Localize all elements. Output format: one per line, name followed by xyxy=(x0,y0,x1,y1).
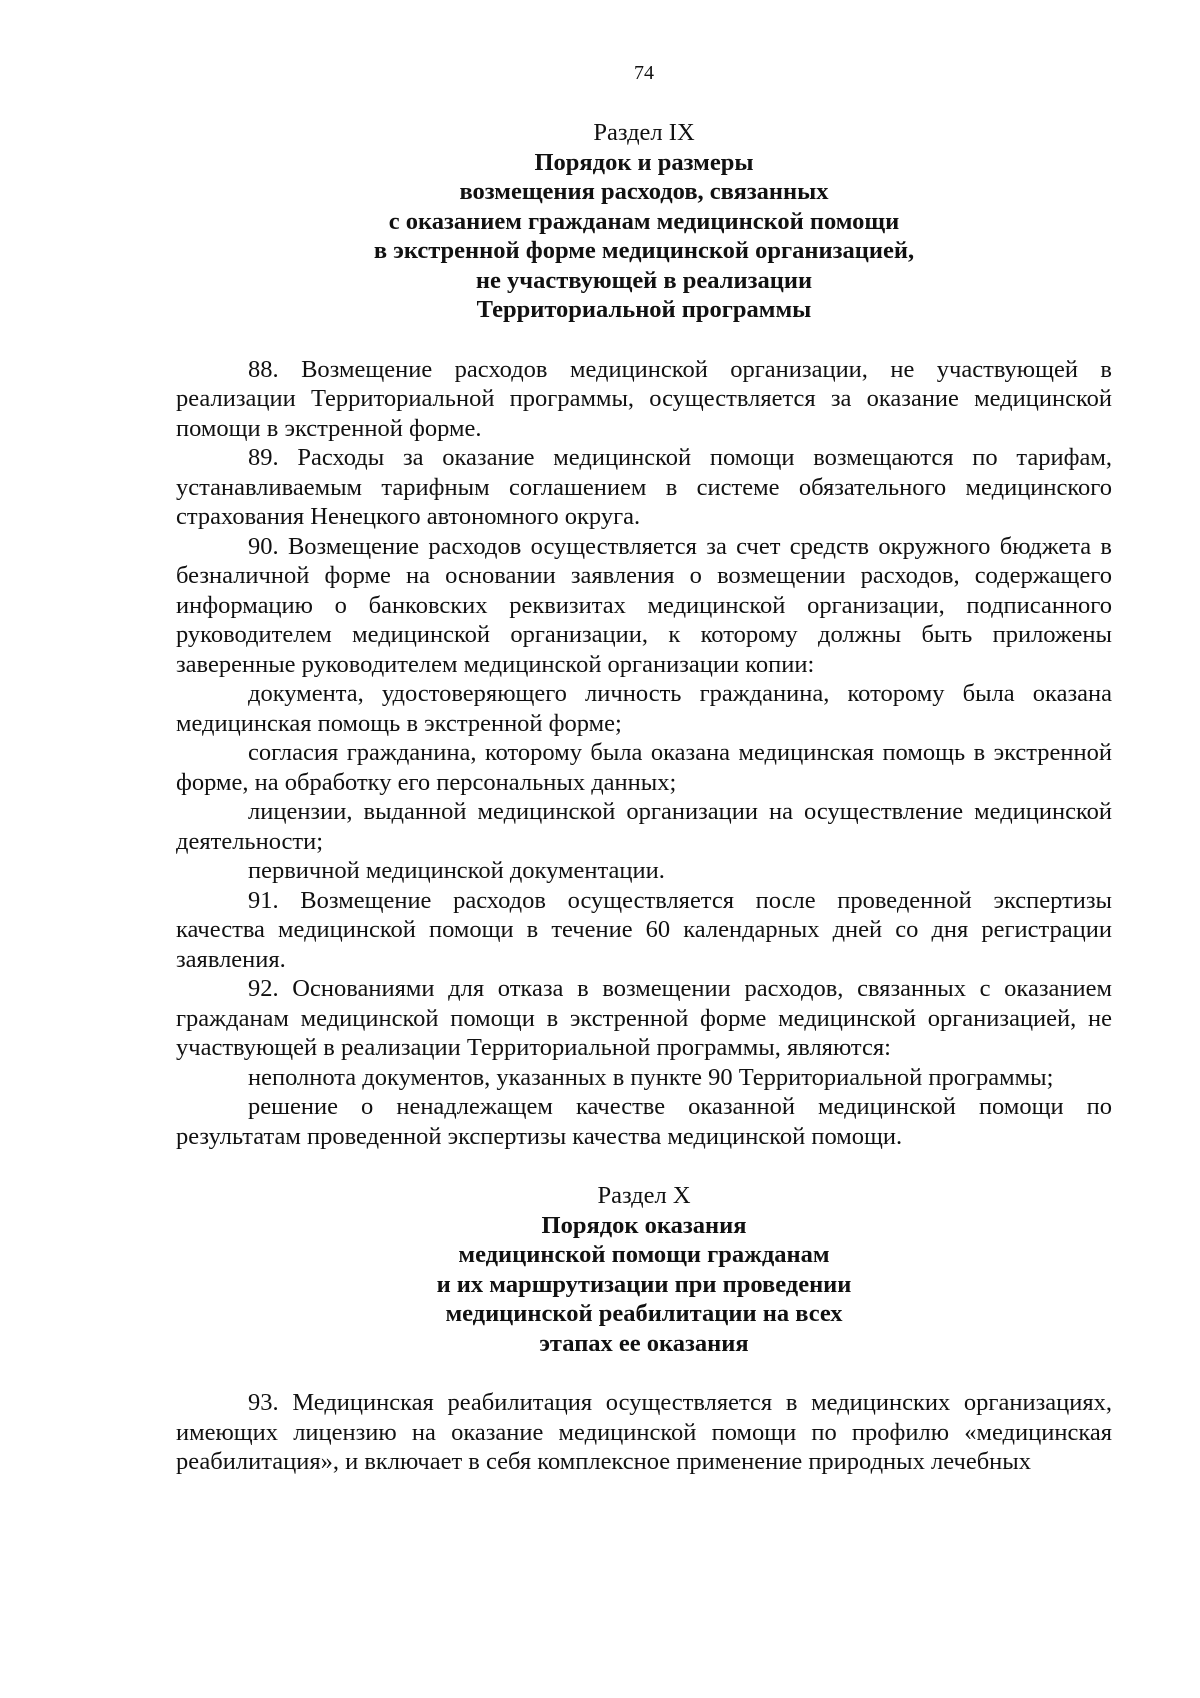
page-content xyxy=(176,118,1112,1477)
section-ix-body xyxy=(176,355,1112,1152)
section-ix-title-line: Порядок и размеры xyxy=(534,148,754,176)
list-item-consent: согласия гражданина, которому была оказана медицинская помощь в экстренной форме, на обработку его персональных данных; xyxy=(176,739,1112,796)
paragraph-93: 93. Медицинская реабилитация осуществляется в медицинских организациях, имеющих лицензию на оказание медицинской помощи по профилю «медицинская реабилитация», и включает в себя комплексное применение природных лечебных xyxy=(176,1389,1112,1475)
section-ix-title-line: возмещения расходов, связанных xyxy=(459,178,829,205)
page-number: 74 xyxy=(634,62,654,84)
section-x-title-line: медицинской помощи гражданам xyxy=(458,1241,830,1268)
section-x-label: Раздел X xyxy=(597,1182,691,1209)
section-x-title xyxy=(176,1211,1112,1359)
section-x-title-line: медицинской реабилитации на всех xyxy=(445,1300,843,1327)
section-x-title-line: этапах ее оказания xyxy=(539,1329,749,1357)
paragraph-91: 91. Возмещение расходов осуществляется после проведенной экспертизы качества медицинской помощи в течение 60 календарных дней со дня регистрации заявления. xyxy=(176,886,1112,973)
list-item-document: документа, удостоверяющего личность гражданина, которому была оказана медицинская помощь в экстренной форме; xyxy=(176,680,1112,737)
list-item-incomplete-docs: неполнота документов, указанных в пункте 90 Территориальной программы; xyxy=(248,1063,1054,1091)
list-item-license: лицензии, выданной медицинской организации на осуществление медицинской деятельности; xyxy=(176,798,1112,855)
section-ix-title-line: не участвующей в реализации xyxy=(475,266,813,294)
paragraph-89: 89. Расходы за оказание медицинской помощи возмещаются по тарифам, устанавливаемым тарифным соглашением в системе обязательного медицинского страхования Ненецкого автономного округа. xyxy=(176,444,1112,530)
section-ix-title-line: в экстренной форме медицинской организацией, xyxy=(373,237,915,264)
section-x-title-line: и их маршрутизации при проведении xyxy=(436,1270,852,1298)
section-x-body xyxy=(176,1388,1112,1477)
paragraph-90: 90. Возмещение расходов осуществляется за счет средств окружного бюджета в безналичной форме на основании заявления о возмещении расходов, содержащего информацию о банковских реквизитах медицинской организации, подписанного руководителем медицинской организации, к которому должны быть приложены заверенные руководителем медицинской организации копии: xyxy=(176,532,1112,678)
section-ix-label: Раздел IX xyxy=(593,119,695,146)
list-item-primary-docs: первичной медицинской документации. xyxy=(248,857,665,884)
section-ix xyxy=(176,118,1112,1151)
section-x-title-line: Порядок оказания xyxy=(541,1211,747,1239)
section-x xyxy=(176,1181,1112,1477)
list-item-poor-quality: решение о ненадлежащем качестве оказанной медицинской помощи по результатам проведенной экспертизы качества медицинской помощи. xyxy=(176,1093,1112,1150)
section-ix-title-line: с оказанием гражданам медицинской помощи xyxy=(388,207,900,235)
paragraph-88: 88. Возмещение расходов медицинской организации, не участвующей в реализации Территориальной программы, осуществляется за оказание медицинской помощи в экстренной форме. xyxy=(176,355,1112,442)
section-ix-title-line: Территориальной программы xyxy=(476,296,812,323)
paragraph-92: 92. Основаниями для отказа в возмещении расходов, связанных с оказанием гражданам медицинской помощи в экстренной форме медицинской организацией, не участвующей в реализации Территориальной программы, являются: xyxy=(176,975,1112,1061)
section-ix-title xyxy=(176,148,1112,325)
